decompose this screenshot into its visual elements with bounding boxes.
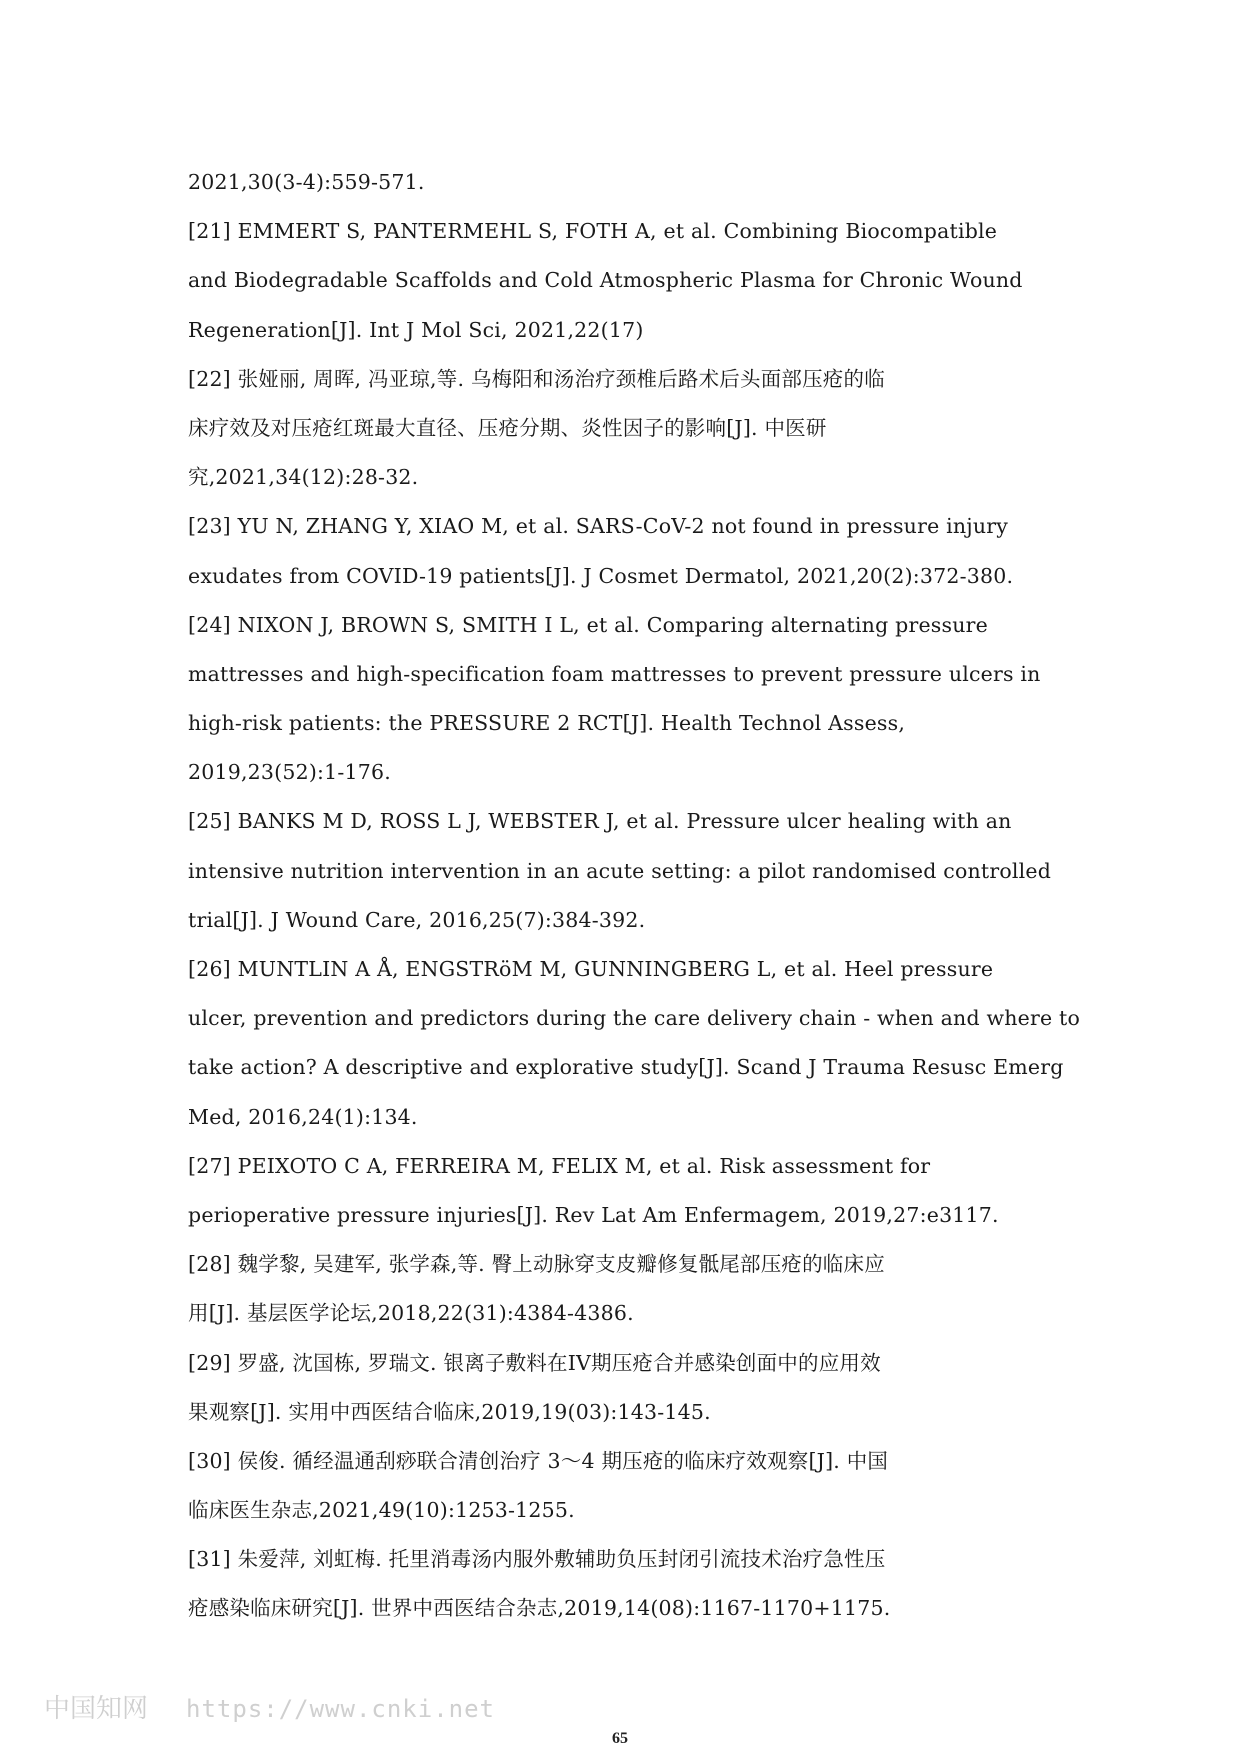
watermark-url: https://www.cnki.net xyxy=(186,1695,495,1723)
reference-line: perioperative pressure injuries[J]. Rev Lat Am Enfermagem, 2019,27:e3117. xyxy=(188,1202,999,1227)
reference-line: [30] 侯俊. 循经温通刮痧联合清创治疗 3～4 期压疮的临床疗效观察[J]. 中国 xyxy=(188,1448,889,1473)
reference-line: [28] 魏学黎, 吴建军, 张学森,等. 臀上动脉穿支皮瓣修复骶尾部压疮的临床应 xyxy=(188,1252,885,1277)
reference-line: trial[J]. J Wound Care, 2016,25(7):384-392. xyxy=(188,907,646,932)
reference-line: ulcer, prevention and predictors during the care delivery chain - when and where to xyxy=(188,1006,1081,1031)
reference-line: 究,2021,34(12):28-32. xyxy=(188,465,419,490)
reference-line: [22] 张娅丽, 周晖, 冯亚琼,等. 乌梅阳和汤治疗颈椎后路术后头面部压疮的临 xyxy=(188,366,885,391)
reference-line: take action? A descriptive and explorative study[J]. Scand J Trauma Resusc Emerg xyxy=(188,1055,1064,1080)
cnki-watermark xyxy=(44,1688,495,1725)
reference-line: Med, 2016,24(1):134. xyxy=(188,1104,418,1129)
reference-line: [23] YU N, ZHANG Y, XIAO M, et al. SARS-CoV-2 not found in pressure injury xyxy=(188,514,1009,539)
reference-line: and Biodegradable Scaffolds and Cold Atmospheric Plasma for Chronic Wound xyxy=(188,268,1023,293)
reference-line: [27] PEIXOTO C A, FERREIRA M, FELIX M, et al. Risk assessment for xyxy=(188,1153,931,1178)
reference-line: high-risk patients: the PRESSURE 2 RCT[J]. Health Technol Assess, xyxy=(188,711,906,736)
reference-line: exudates from COVID-19 patients[J]. J Cosmet Dermatol, 2021,20(2):372-380. xyxy=(188,563,1014,588)
watermark-site-name: 中国知网 xyxy=(44,1694,149,1724)
reference-line: [25] BANKS M D, ROSS L J, WEBSTER J, et al. Pressure ulcer healing with an xyxy=(188,809,1012,834)
reference-line: intensive nutrition intervention in an acute setting: a pilot randomised controlled xyxy=(188,858,1052,883)
page-number: 65 xyxy=(612,1730,628,1747)
reference-line: 临床医生杂志,2021,49(10):1253-1255. xyxy=(188,1498,575,1523)
reference-line: [29] 罗盛, 沈国栋, 罗瑞文. 银离子敷料在IV期压疮合并感染创面中的应用效 xyxy=(188,1350,881,1375)
reference-line: 床疗效及对压疮红斑最大直径、压疮分期、炎性因子的影响[J]. 中医研 xyxy=(188,415,827,440)
reference-line: 疮感染临床研究[J]. 世界中西医结合杂志,2019,14(08):1167-1170+1175. xyxy=(188,1596,891,1621)
reference-line: [21] EMMERT S, PANTERMEHL S, FOTH A, et al. Combining Biocompatible xyxy=(188,219,998,244)
reference-list xyxy=(188,158,1081,1634)
reference-line: 用[J]. 基层医学论坛,2018,22(31):4384-4386. xyxy=(188,1301,634,1326)
reference-line: 果观察[J]. 实用中西医结合临床,2019,19(03):143-145. xyxy=(188,1399,711,1424)
reference-line: [26] MUNTLIN A Å, ENGSTRöM M, GUNNINGBERG L, et al. Heel pressure xyxy=(188,957,994,981)
reference-line: 2019,23(52):1-176. xyxy=(188,760,391,785)
reference-line: Regeneration[J]. Int J Mol Sci, 2021,22(17) xyxy=(188,317,644,342)
reference-line: [31] 朱爱萍, 刘虹梅. 托里消毒汤内服外敷辅助负压封闭引流技术治疗急性压 xyxy=(188,1547,886,1572)
reference-line: 2021,30(3-4):559-571. xyxy=(188,170,425,194)
reference-line: mattresses and high-specification foam mattresses to prevent pressure ulcers in xyxy=(188,661,1041,686)
reference-line: [24] NIXON J, BROWN S, SMITH I L, et al. Comparing alternating pressure xyxy=(188,612,988,637)
